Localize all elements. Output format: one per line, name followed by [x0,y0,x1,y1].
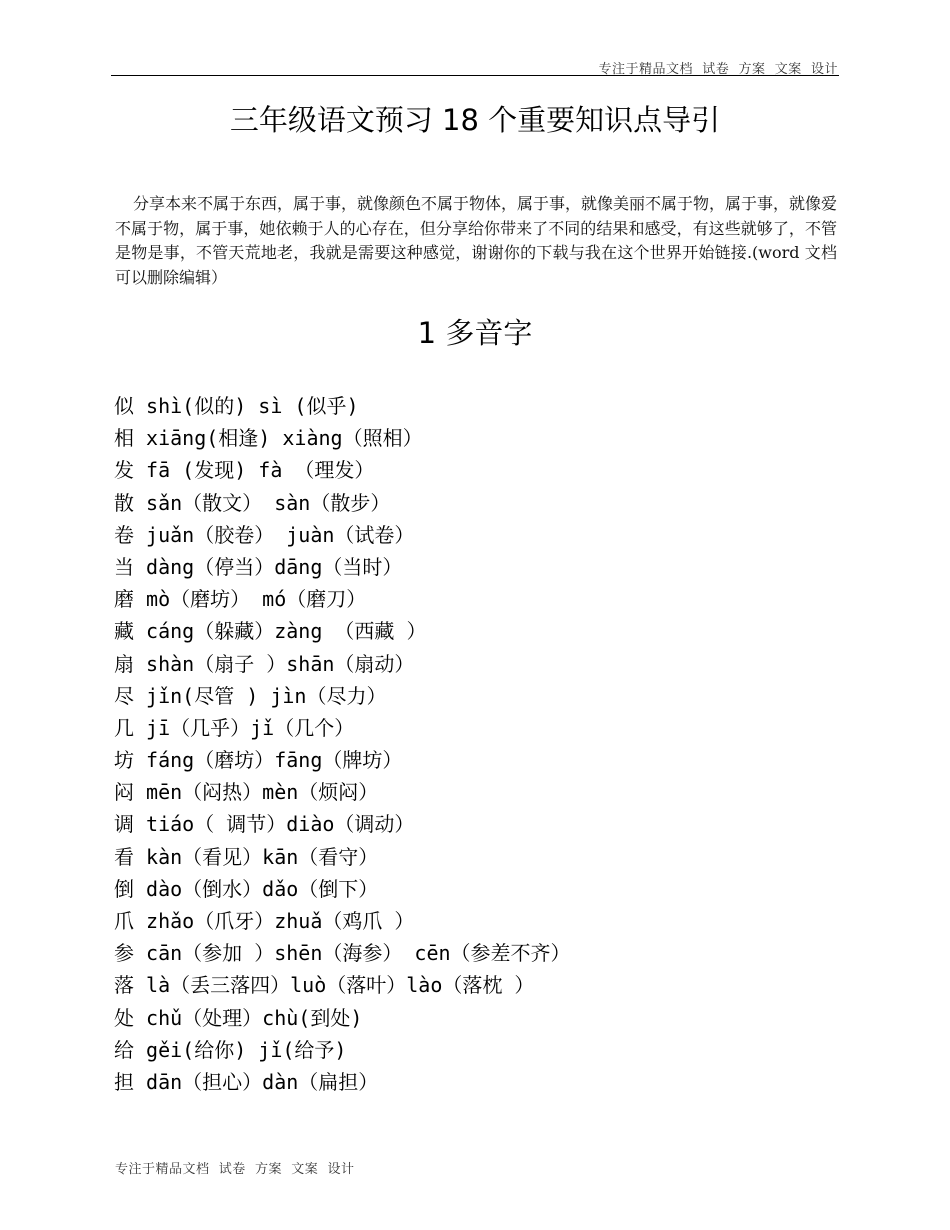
list-item: 相 xiāng(相逢) xiàng（照相） [114,426,423,451]
list-item: 磨 mò（磨坊） mó（磨刀） [114,587,367,612]
list-item: 几 jī（几乎）jǐ（几个） [114,715,355,740]
list-item: 尽 jǐn(尽管 ) jìn（尽力） [114,683,387,708]
list-item: 处 chǔ（处理）chù(到处) [114,1005,363,1030]
list-item: 扇 shàn（扇子 ）shān（扇动） [114,651,415,676]
list-item: 看 kàn（看见）kān（看守） [114,844,379,869]
document-title: 三年级语文预习 18 个重要知识点导引 [229,103,721,137]
header-text: 专注于精品文档 试卷 方案 文案 设计 [598,62,838,77]
list-item: 倒 dào（倒水）dǎo（倒下） [114,876,379,901]
list-item: 发 fā (发现) fà （理发） [114,458,375,483]
intro-paragraph: 分享本来不属于东西，属于事，就像颜色不属于物体，属于事，就像美丽不属于物，属于事，就像爱不属于物，属于事，她依赖于人的心存在，但分享给你带来了不同的结果和感受，有这些就够了，不管是物是事，不管天荒地老，我就是需要这种感觉，谢谢你的下载与我在这个世界开始链接.(word 文档可以删除编辑） [115,194,838,287]
polyphone-list [114,390,854,1098]
list-item: 似 shì(似的) sì (似乎) [114,394,359,418]
footer-text: 专注于精品文档 试卷 方案 文案 设计 [115,1162,355,1177]
list-item: 给 gěi(给你) jǐ(给予) [114,1037,347,1062]
list-item: 参 cān（参加 ）shēn（海参） cēn（参差不齐） [114,941,571,966]
list-item: 闷 mēn（闷热）mèn（烦闷） [114,780,379,805]
section-title: 1 多音字 [417,316,533,350]
list-item: 当 dàng（停当）dāng（当时） [114,554,403,579]
list-item: 担 dān（担心）dàn（扁担） [114,1069,379,1094]
list-item: 坊 fáng（磨坊）fāng（牌坊） [114,748,403,773]
list-item: 落 là（丢三落四）luò（落叶）lào（落枕 ） [114,973,535,998]
list-item: 藏 cáng（躲藏）zàng （西藏 ） [114,619,427,644]
list-item: 调 tiáo（ 调节）diào（调动） [114,812,415,837]
list-item: 散 sǎn（散文） sàn（散步） [114,490,391,515]
list-item: 爪 zhǎo（爪牙）zhuǎ（鸡爪 ） [114,909,415,933]
list-item: 卷 juǎn（胶卷） juàn（试卷） [114,522,415,547]
header-divider [111,75,839,76]
